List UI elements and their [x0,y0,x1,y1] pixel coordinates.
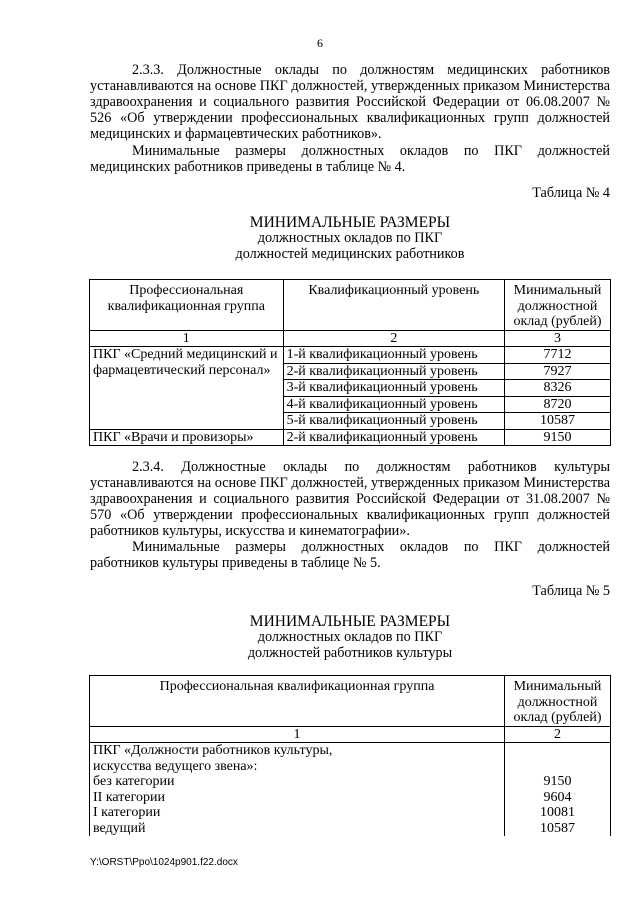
paragraph-2-3-4: 2.3.4. Должностные оклады по должностям работников культуры устанавливаются на основе ПКГ должностей, утвержденных приказом Министерства здравоохранения и социального развития Российской Федерации от 31.08.2007 № 570 «Об утверждении профессиональных квалификационных групп должностей работников культуры, искусства и кинематографии». [90,459,610,539]
table-4-level: 1-й квалификационный уровень [283,347,504,364]
table-5-category: без категории [93,774,175,789]
table-4-group-secondary-medical: ПКГ «Средний медицинский и фармацевтический персонал» [90,347,284,430]
table-4-salary: 7927 [505,363,611,380]
footer-file-path: Y:\ORST\Ppo\1024p901.f22.docx [90,857,238,868]
table-4-caption: Таблица № 4 [532,185,610,201]
page-number: 6 [317,36,323,50]
paragraph-2-3-3: 2.3.3. Должностные оклады по должностям медицинских работников устанавливаются на основе ПКГ должностей, утвержденных приказом Министерства здравоохранения и социального развития Российской Федерации от 06.08.2007 № 526 «Об утверждении профессиональных квалификационных групп должностей медицинских и фармацевтических работников». [90,62,610,142]
table-4-salary: 8326 [505,380,611,397]
table-4-group-doctors: ПКГ «Врачи и провизоры» [90,429,284,446]
table-5-category: I категории [93,805,161,820]
table-4-col-number: 1 [90,330,284,347]
table-4-salary: 7712 [505,347,611,364]
table-4-title-line-3: должностей медицинских работников [235,245,465,262]
table-4-header-group: Профессиональная квалификационная группа [90,280,284,331]
table-4-salary: 8720 [505,396,611,413]
table-5-salary: 9604 [543,789,572,805]
table-4-header-level: Квалификационный уровень [283,280,504,331]
table-4-header-salary: Минимальный должностной оклад (рублей) [505,280,611,331]
table-5-category: II категории [93,789,165,805]
table-row [90,347,611,364]
table-5-title-line-3: должностей работников культуры [247,644,453,661]
table-4-salary: 9150 [505,429,611,446]
table-4-level: 3-й квалификационный уровень [283,380,504,397]
table-4-title-line-2: должностных окладов по ПКГ [257,230,443,246]
table-row [90,429,611,446]
table-5-salary: 10587 [540,820,576,836]
table-4-title-line-1: МИНИМАЛЬНЫЕ РАЗМЕРЫ [249,214,451,231]
table-4-salary: 10587 [505,413,611,430]
table-4 [89,279,611,446]
table-5-header-salary: Минимальный должностной оклад (рублей) [505,676,611,727]
table-5-category: ведущий [93,820,146,836]
table-5-caption: Таблица № 5 [532,583,610,599]
table-5-salary: 10081 [540,805,576,820]
table-5-col-number: 1 [90,726,505,743]
table-4-level: 4-й квалификационный уровень [283,396,504,413]
table-5-header-group: Профессиональная квалификационная группа [90,676,505,727]
table-5-title-line-1: МИНИМАЛЬНЫЕ РАЗМЕРЫ [249,613,451,630]
table-5 [89,675,611,836]
table-4-col-number: 2 [283,330,504,347]
table-5-title [90,613,610,661]
table-5-salaries [505,743,611,837]
table-4-level: 2-й квалификационный уровень [283,363,504,380]
paragraph-2-3-3-table-ref: Минимальные размеры должностных окладов по ПКГ должностей медицинских работников приведены в таблице № 4. [90,143,610,175]
table-4-level: 5-й квалификационный уровень [283,413,504,430]
table-4-col-number: 3 [505,330,611,347]
table-5-group-culture [90,743,505,837]
table-row [90,743,611,837]
table-5-col-number: 2 [505,726,611,743]
table-5-salary: 9150 [543,774,572,789]
table-5-title-line-2: должностных окладов по ПКГ [257,629,443,645]
table-4-level: 2-й квалификационный уровень [283,429,504,446]
paragraph-2-3-4-table-ref: Минимальные размеры должностных окладов по ПКГ должностей работников культуры приведены в таблице № 5. [90,539,610,571]
table-5-group-line-1: ПКГ «Должности работников культуры, [93,743,333,758]
table-4-title [90,214,610,262]
table-5-group-line-2: искусства ведущего звена»: [93,758,258,774]
